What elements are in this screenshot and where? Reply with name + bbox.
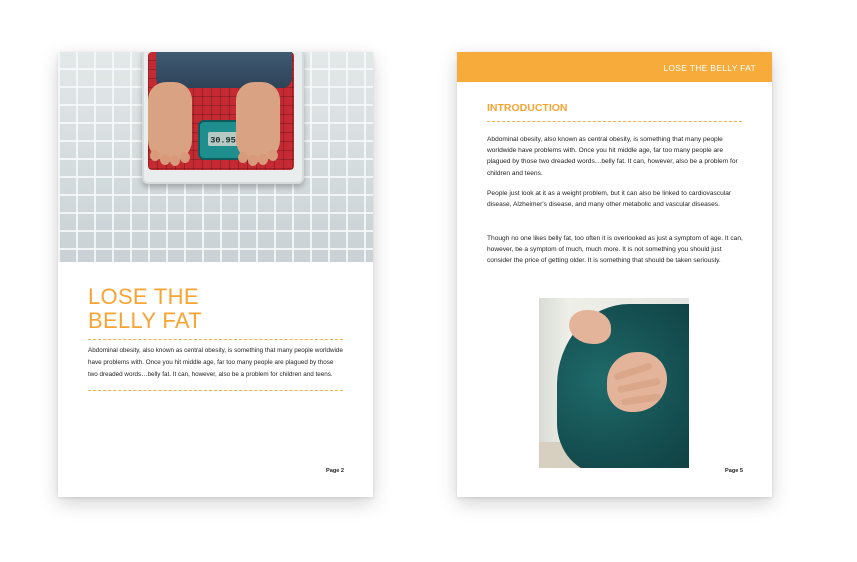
paragraph: Though no one likes belly fat, too often it is overlooked as just a symptom of age. It can, however, be a symptom of much, much more. It is not something you should just consider the price of getting older. It is something that should be taken seriously. bbox=[487, 235, 743, 265]
toe bbox=[150, 150, 160, 161]
page-left bbox=[58, 52, 373, 497]
right-foot bbox=[236, 82, 280, 162]
header-title: LOSE THE BELLY FAT bbox=[663, 63, 756, 73]
cover-title-line-2: BELLY FAT bbox=[88, 308, 202, 333]
belly-photo bbox=[539, 298, 689, 468]
cover-title bbox=[88, 285, 348, 333]
toe bbox=[180, 152, 190, 163]
divider-bottom bbox=[88, 390, 343, 391]
paragraph: Abdominal obesity, also known as central obesity, is something that many people worldwide have problems with. Once you hit middle age, far too many people are plagued by those two dreaded words…belly fat. It can, however, also be a problem for children and teens. bbox=[487, 136, 738, 177]
scale-photo bbox=[58, 52, 373, 262]
page-number: Page 2 bbox=[326, 468, 345, 474]
paragraph: People just look at it as a weight problem, but it can also be linked to cardiovascular disease, Alzheimer's disease, and many other metabolic and vascular diseases. bbox=[487, 190, 732, 209]
divider-top bbox=[88, 339, 343, 340]
scale-readout-text: 30.95 bbox=[210, 135, 236, 146]
cover-title-line-1: LOSE THE bbox=[88, 284, 199, 309]
toe bbox=[238, 152, 248, 163]
scale-readout bbox=[208, 132, 238, 146]
toe bbox=[268, 150, 278, 161]
heading-divider bbox=[487, 121, 742, 122]
toe bbox=[258, 154, 268, 165]
toe bbox=[160, 154, 170, 165]
scale-readout-digits bbox=[208, 132, 238, 146]
header-bar bbox=[457, 52, 772, 82]
page-number: Page 5 bbox=[725, 468, 744, 474]
page-right bbox=[457, 52, 772, 497]
cover-intro-text: Abdominal obesity, also known as central obesity, is something that many people worldwide have problems with. Once you hit middle age, far too many people are plagued by those two dreaded words…belly fat. It can, however, also be a problem for children and teens. bbox=[88, 347, 343, 378]
toe bbox=[248, 155, 258, 166]
left-foot bbox=[148, 82, 192, 162]
toe bbox=[170, 155, 180, 166]
section-heading: INTRODUCTION bbox=[487, 102, 568, 114]
